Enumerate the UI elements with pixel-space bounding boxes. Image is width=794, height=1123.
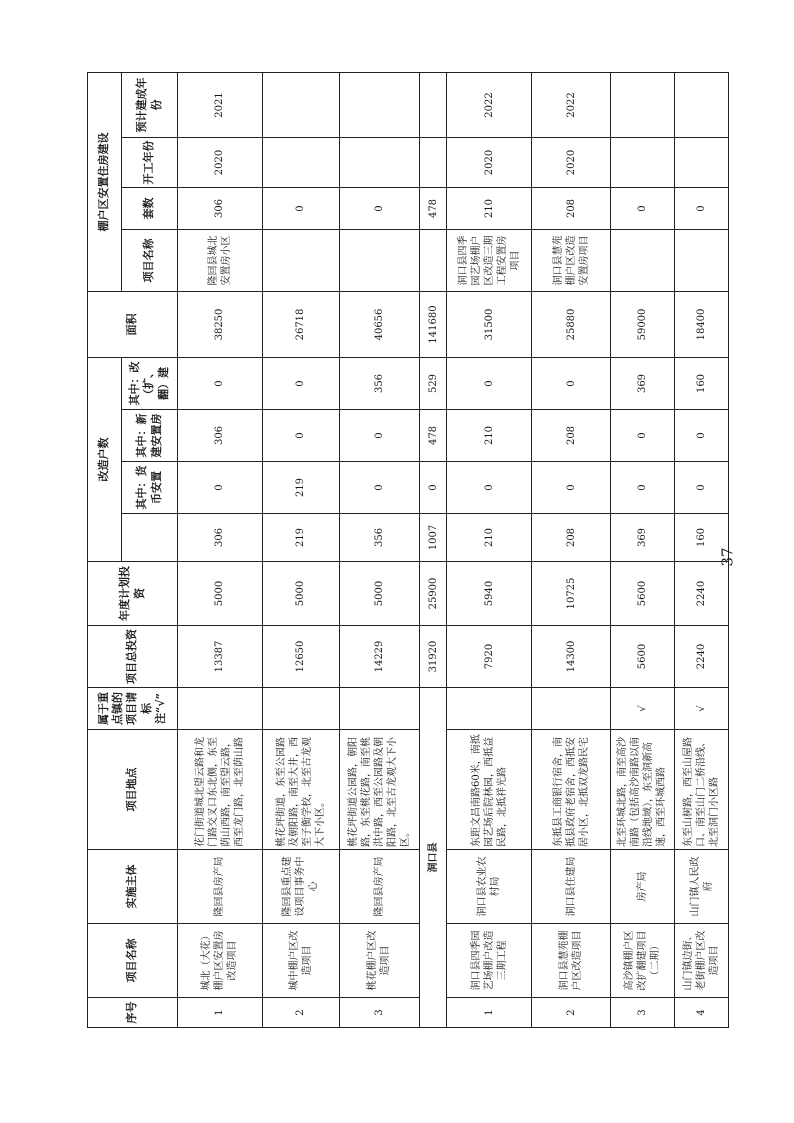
cell-start-year xyxy=(262,138,339,188)
cell-units: 0 xyxy=(610,188,674,230)
cell-start-year: 2020 xyxy=(178,138,263,188)
cell-total-investment: 7920 xyxy=(447,626,532,688)
cell-seq: 3 xyxy=(339,998,420,1028)
header-resettlement-group: 棚户区安置住房建设 xyxy=(88,73,122,292)
cell-location: 桃花坪街道，东至公园路及朝阳路，南至大井，西至子衡学校，北至古龙观大下小区。 xyxy=(262,730,339,850)
cell-area: 26718 xyxy=(262,292,339,358)
cell-total-investment: 31920 xyxy=(420,626,447,688)
header-start-year: 开工年份 xyxy=(122,138,178,188)
cell-owner: 洞口县农业农村局 xyxy=(447,850,532,924)
cell-households-total: 160 xyxy=(675,514,729,562)
cell-resettlement-name xyxy=(339,230,420,292)
cell-seq: 4 xyxy=(675,998,729,1028)
cell-units: 210 xyxy=(447,188,532,230)
county-subtotal-row xyxy=(420,73,447,1028)
cell-units: 306 xyxy=(178,188,263,230)
cell-units: 208 xyxy=(532,188,611,230)
cell-seq: 3 xyxy=(610,998,674,1028)
cell-owner: 洞口县住建局 xyxy=(532,850,611,924)
header-key-town: 属于重点镇的项目请标注“√” xyxy=(88,688,178,730)
cell-new-resettlement: 208 xyxy=(532,410,611,462)
cell-annual-investment: 5000 xyxy=(178,562,263,626)
cell-monetary: 0 xyxy=(610,462,674,514)
cell-new-resettlement: 0 xyxy=(339,410,420,462)
cell-annual-investment: 5600 xyxy=(610,562,674,626)
cell-finish-year xyxy=(262,73,339,138)
cell-rebuild: 0 xyxy=(178,358,263,410)
cell-households-total: 210 xyxy=(447,514,532,562)
table-row xyxy=(339,73,420,1028)
header-finish-year: 预计建成年份 xyxy=(122,73,178,138)
cell-monetary: 0 xyxy=(420,462,447,514)
cell-location: 东抵县工商银行宿舍，南抵县政府老宿舍，西抵安居小区，北抵双龙路民宅 xyxy=(532,730,611,850)
cell-new-resettlement: 478 xyxy=(420,410,447,462)
cell-resettlement-name xyxy=(610,230,674,292)
cell-owner: 隆回县重点建设项目事务中心 xyxy=(262,850,339,924)
cell-units: 478 xyxy=(420,188,447,230)
cell-households-total: 208 xyxy=(532,514,611,562)
cell-key-town xyxy=(532,688,611,730)
cell-county-name: 洞口县 xyxy=(420,688,447,1028)
cell-rebuild: 0 xyxy=(262,358,339,410)
cell-households-total: 369 xyxy=(610,514,674,562)
header-location: 项目地点 xyxy=(88,730,178,850)
table-row xyxy=(610,73,674,1028)
cell-area: 141680 xyxy=(420,292,447,358)
cell-finish-year: 2021 xyxy=(178,73,263,138)
cell-seq: 1 xyxy=(178,998,263,1028)
cell-resettlement-name: 洞口县四季园艺场棚户区改造三期工程安置房项目 xyxy=(447,230,532,292)
cell-seq: 1 xyxy=(447,998,532,1028)
cell-owner: 房产局 xyxy=(610,850,674,924)
cell-total-investment: 13387 xyxy=(178,626,263,688)
header-annual-investment: 年度计划投资 xyxy=(88,562,178,626)
cell-households-total: 219 xyxy=(262,514,339,562)
header-area: 面积 xyxy=(88,292,178,358)
table-row xyxy=(262,73,339,1028)
header-seq: 序号 xyxy=(88,998,178,1028)
cell-total-investment: 14300 xyxy=(532,626,611,688)
cell-finish-year: 2022 xyxy=(532,73,611,138)
cell-area: 59000 xyxy=(610,292,674,358)
cell-households-total: 1007 xyxy=(420,514,447,562)
cell-area: 18400 xyxy=(675,292,729,358)
rotated-table-wrapper xyxy=(87,73,729,1028)
cell-finish-year: 2022 xyxy=(447,73,532,138)
cell-key-town xyxy=(447,688,532,730)
cell-resettlement-name: 隆回县城北安置房小区 xyxy=(178,230,263,292)
cell-finish-year xyxy=(675,73,729,138)
cell-finish-year xyxy=(610,73,674,138)
cell-annual-investment: 10725 xyxy=(532,562,611,626)
page-number: 37 xyxy=(718,547,737,567)
cell-new-resettlement: 210 xyxy=(447,410,532,462)
cell-rebuild: 160 xyxy=(675,358,729,410)
cell-resettlement-name xyxy=(262,230,339,292)
cell-annual-investment: 5000 xyxy=(339,562,420,626)
cell-total-investment: 14229 xyxy=(339,626,420,688)
cell-start-year xyxy=(675,138,729,188)
cell-owner: 隆回县房产局 xyxy=(339,850,420,924)
cell-monetary: 0 xyxy=(447,462,532,514)
cell-rebuild: 529 xyxy=(420,358,447,410)
cell-project-name: 洞口县慧苑棚户区改造项目 xyxy=(532,924,611,998)
header-owner: 实施主体 xyxy=(88,850,178,924)
cell-location: 东距文昌南路60米，南抵园艺场后院林园，西抵益民路，北抵祥光路 xyxy=(447,730,532,850)
cell-area: 25880 xyxy=(532,292,611,358)
cell-owner: 山门镇人民政府 xyxy=(675,850,729,924)
cell-start-year xyxy=(339,138,420,188)
cell-new-resettlement: 0 xyxy=(675,410,729,462)
cell-rebuild: 356 xyxy=(339,358,420,410)
cell-households-total: 306 xyxy=(178,514,263,562)
cell-area: 31500 xyxy=(447,292,532,358)
table-row xyxy=(532,73,611,1028)
cell-new-resettlement: 306 xyxy=(178,410,263,462)
cell-start-year: 2020 xyxy=(532,138,611,188)
cell-project-name: 高沙镇棚户区改扩翻建项目（二期） xyxy=(610,924,674,998)
header-total-investment: 项目总投资 xyxy=(88,626,178,688)
cell-location: 北至环城北路，南至高沙南路（包括高沙南路以南沿线地域），东至洞新高速，西至环城西路 xyxy=(610,730,674,850)
cell-finish-year xyxy=(339,73,420,138)
cell-units: 0 xyxy=(675,188,729,230)
cell-project-name: 山门镇边街、老街棚户区改造项目 xyxy=(675,924,729,998)
cell-resettlement-name xyxy=(675,230,729,292)
cell-monetary: 0 xyxy=(675,462,729,514)
cell-resettlement-name: 洞口县慧苑棚户区改造安置房项目 xyxy=(532,230,611,292)
cell-finish-year xyxy=(420,73,447,138)
cell-project-name: 城北（大花）棚户区安置房改造项目 xyxy=(178,924,263,998)
cell-key-town: √ xyxy=(610,688,674,730)
cell-start-year xyxy=(610,138,674,188)
cell-project-name: 桃花棚户区改造项目 xyxy=(339,924,420,998)
cell-location: 桃花坪街道公园路，朝阳路，东至桃花路，南至桃洪中路，西至公园路及朝阳路，北至古龙观大下小区。 xyxy=(339,730,420,850)
cell-project-name: 洞口县四季园艺场棚户改造三期工程 xyxy=(447,924,532,998)
cell-units: 0 xyxy=(339,188,420,230)
header-project-name: 项目名称 xyxy=(88,924,178,998)
cell-rebuild: 369 xyxy=(610,358,674,410)
cell-households-total: 356 xyxy=(339,514,420,562)
cell-monetary: 0 xyxy=(178,462,263,514)
cell-total-investment: 2240 xyxy=(675,626,729,688)
cell-owner: 隆回县房产局 xyxy=(178,850,263,924)
table-row xyxy=(447,73,532,1028)
cell-rebuild: 0 xyxy=(532,358,611,410)
cell-key-town xyxy=(339,688,420,730)
cell-seq: 2 xyxy=(532,998,611,1028)
cell-seq: 2 xyxy=(262,998,339,1028)
table-row xyxy=(178,73,263,1028)
cell-annual-investment: 5000 xyxy=(262,562,339,626)
cell-project-name: 城中棚户区改造项目 xyxy=(262,924,339,998)
cell-start-year: 2020 xyxy=(447,138,532,188)
shantytown-project-table xyxy=(87,72,729,1028)
header-households-group: 改造户数 xyxy=(88,358,122,562)
cell-location: 东至山树路，西至山屋路口、南至山门二桥沿线、北至洞门小区路 xyxy=(675,730,729,850)
header-resettlement-name: 项目名称 xyxy=(122,230,178,292)
cell-annual-investment: 25900 xyxy=(420,562,447,626)
header-households-total xyxy=(122,514,178,562)
cell-total-investment: 12650 xyxy=(262,626,339,688)
cell-new-resettlement: 0 xyxy=(610,410,674,462)
header-monetary: 其中：货币安置 xyxy=(122,462,178,514)
cell-annual-investment: 5940 xyxy=(447,562,532,626)
header-units: 套数 xyxy=(122,188,178,230)
cell-resettlement-name xyxy=(420,230,447,292)
cell-total-investment: 5600 xyxy=(610,626,674,688)
cell-monetary: 0 xyxy=(339,462,420,514)
cell-new-resettlement: 0 xyxy=(262,410,339,462)
cell-monetary: 0 xyxy=(532,462,611,514)
cell-key-town xyxy=(178,688,263,730)
cell-area: 40656 xyxy=(339,292,420,358)
cell-start-year xyxy=(420,138,447,188)
cell-rebuild: 0 xyxy=(447,358,532,410)
cell-key-town xyxy=(262,688,339,730)
header-rebuild: 其中：改（扩、翻）建 xyxy=(122,358,178,410)
cell-annual-investment: 2240 xyxy=(675,562,729,626)
cell-monetary: 219 xyxy=(262,462,339,514)
cell-area: 38250 xyxy=(178,292,263,358)
cell-key-town: √ xyxy=(675,688,729,730)
cell-units: 0 xyxy=(262,188,339,230)
cell-location: 花门街道城北望云路和龙门路交叉口东北侧，东至荫山西路，南至望云路，西至龙门路，北至荫山路 xyxy=(178,730,263,850)
header-new-resettlement: 其中：新建安置房 xyxy=(122,410,178,462)
